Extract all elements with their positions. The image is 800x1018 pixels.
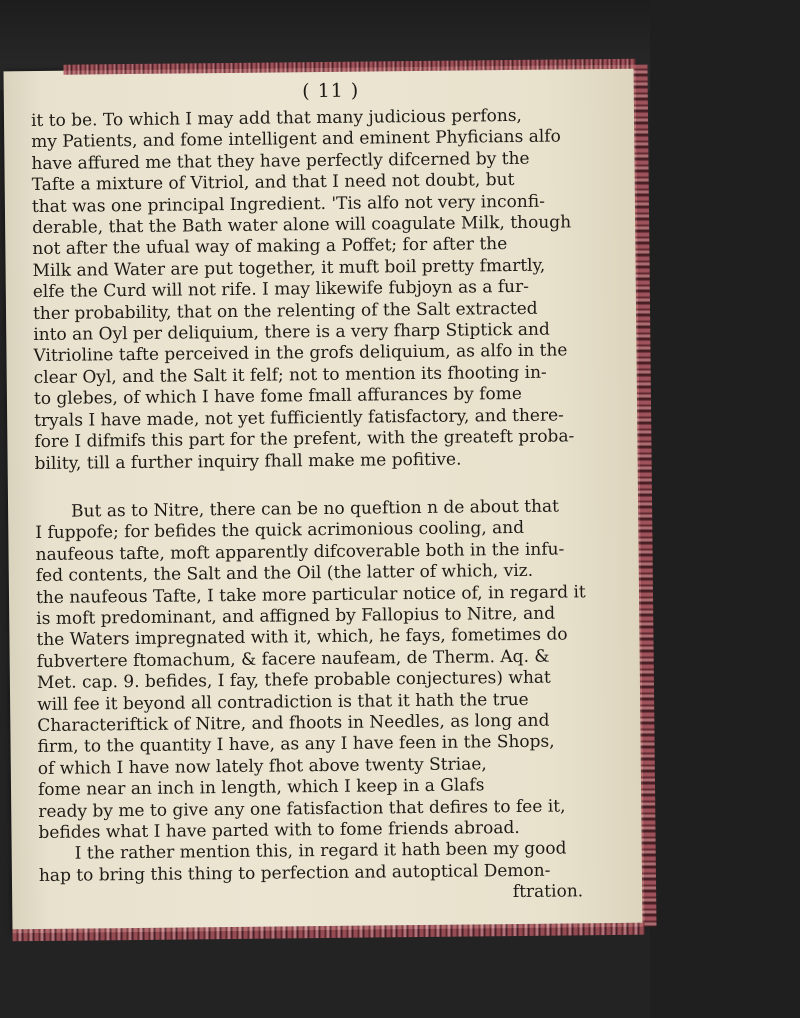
text-line: befides what I have parted with to fome friends abroad.	[38, 817, 520, 844]
page-edge-bottom	[12, 923, 644, 942]
text-line: Milk and Water are put together, it muft boil pretty fmartly,	[32, 255, 546, 281]
text-line: fubvertere ftomachum, & facere naufeam, de Therm. Aq. &	[36, 646, 550, 672]
text-line: ready by me to give any one fatisfaction that defires to fee it,	[38, 796, 566, 822]
text-line: have affured me that they have perfectly difcerned by the	[31, 148, 530, 174]
text-line: firm, to the quantity I have, as any I have feen in the Shops,	[37, 731, 555, 758]
text-line: Vitrioline tafte perceived in the grofs deliquium, as alfo in the	[33, 340, 568, 367]
text-line: of which I have now lately fhot above twenty Striae,	[37, 754, 487, 779]
text-line: naufeous tafte, moft apparently difcoverable both in the infu-	[35, 539, 565, 565]
text-line: will fee it beyond all contradiction is that it hath the true	[37, 689, 529, 715]
text-line: I fuppofe; for befides the quick acrimonious cooling, and	[35, 518, 525, 544]
paragraph-3	[39, 838, 612, 908]
text-line: the Waters impregnated with it, which, he fays, fometimes do	[36, 624, 568, 651]
text-line: Characteriftick of Nitre, and fhoots in Needles, as long and	[37, 710, 550, 736]
text-line: not after the ufual way of making a Poffet; for after the	[32, 234, 508, 260]
text-line: But as to Nitre, there can be no queftion n de about that	[71, 496, 560, 522]
text-line: is moft predominant, and affigned by Fallopius to Nitre, and	[36, 603, 556, 629]
text-line: tryals I have made, not yet fufficiently fatisfactory, and there-	[34, 405, 564, 431]
text-line: clear Oyl, and the Salt it felf; not to mention its fhooting in-	[33, 362, 547, 388]
text-line: my Patients, and fome intelligent and eminent Phyficians alfo	[31, 126, 561, 153]
text-line: into an Oyl per deliquium, there is a very fharp Stiptick and	[33, 319, 550, 346]
text-line: derable, that the Bath water alone will coagulate Milk, though	[32, 212, 572, 239]
book-page	[4, 65, 645, 934]
text-line: I the rather mention this, in regard it hath been my good	[74, 838, 567, 865]
page-number: ( 11 )	[302, 79, 360, 103]
paragraph-2	[35, 496, 611, 844]
catchword: ftration.	[512, 881, 584, 903]
paragraph-1	[31, 105, 607, 475]
scan-background-right	[650, 0, 800, 1018]
text-line: Met. cap. 9. befides, I fay, thefe probable conjectures) what	[36, 667, 551, 694]
text-line: elfe the Curd will not rife. I may likewife fubjoyn as a fur-	[32, 277, 530, 303]
text-line: fed contents, the Salt and the Oil (the latter of which, viz.	[35, 560, 534, 587]
text-line: it to be. To which I may add that many judicious perfons,	[30, 105, 523, 132]
text-line: bility, till a further inquiry fhall make me pofitive.	[34, 449, 462, 474]
text-line: the naufeous Tafte, I take more particular notice of, in regard it	[35, 581, 586, 608]
text-line: to glebes, of which I have fome fmall affurances by fome	[33, 384, 522, 410]
text-line: fome near an inch in length, which I keep in a Glafs	[37, 775, 485, 801]
page-text	[31, 77, 612, 909]
text-line: ther probability, that on the relenting of the Salt extracted	[32, 298, 538, 324]
text-line: fore I difmifs this part for the prefent, with the greateft proba-	[34, 426, 575, 453]
text-line: hap to bring this thing to perfection and autoptical Demon-	[38, 860, 551, 886]
text-line: that was one principal Ingredient. 'Tis alfo not very inconfi-	[31, 191, 545, 217]
text-line: Tafte a mixture of Vitriol, and that I need not doubt, but	[31, 170, 515, 196]
